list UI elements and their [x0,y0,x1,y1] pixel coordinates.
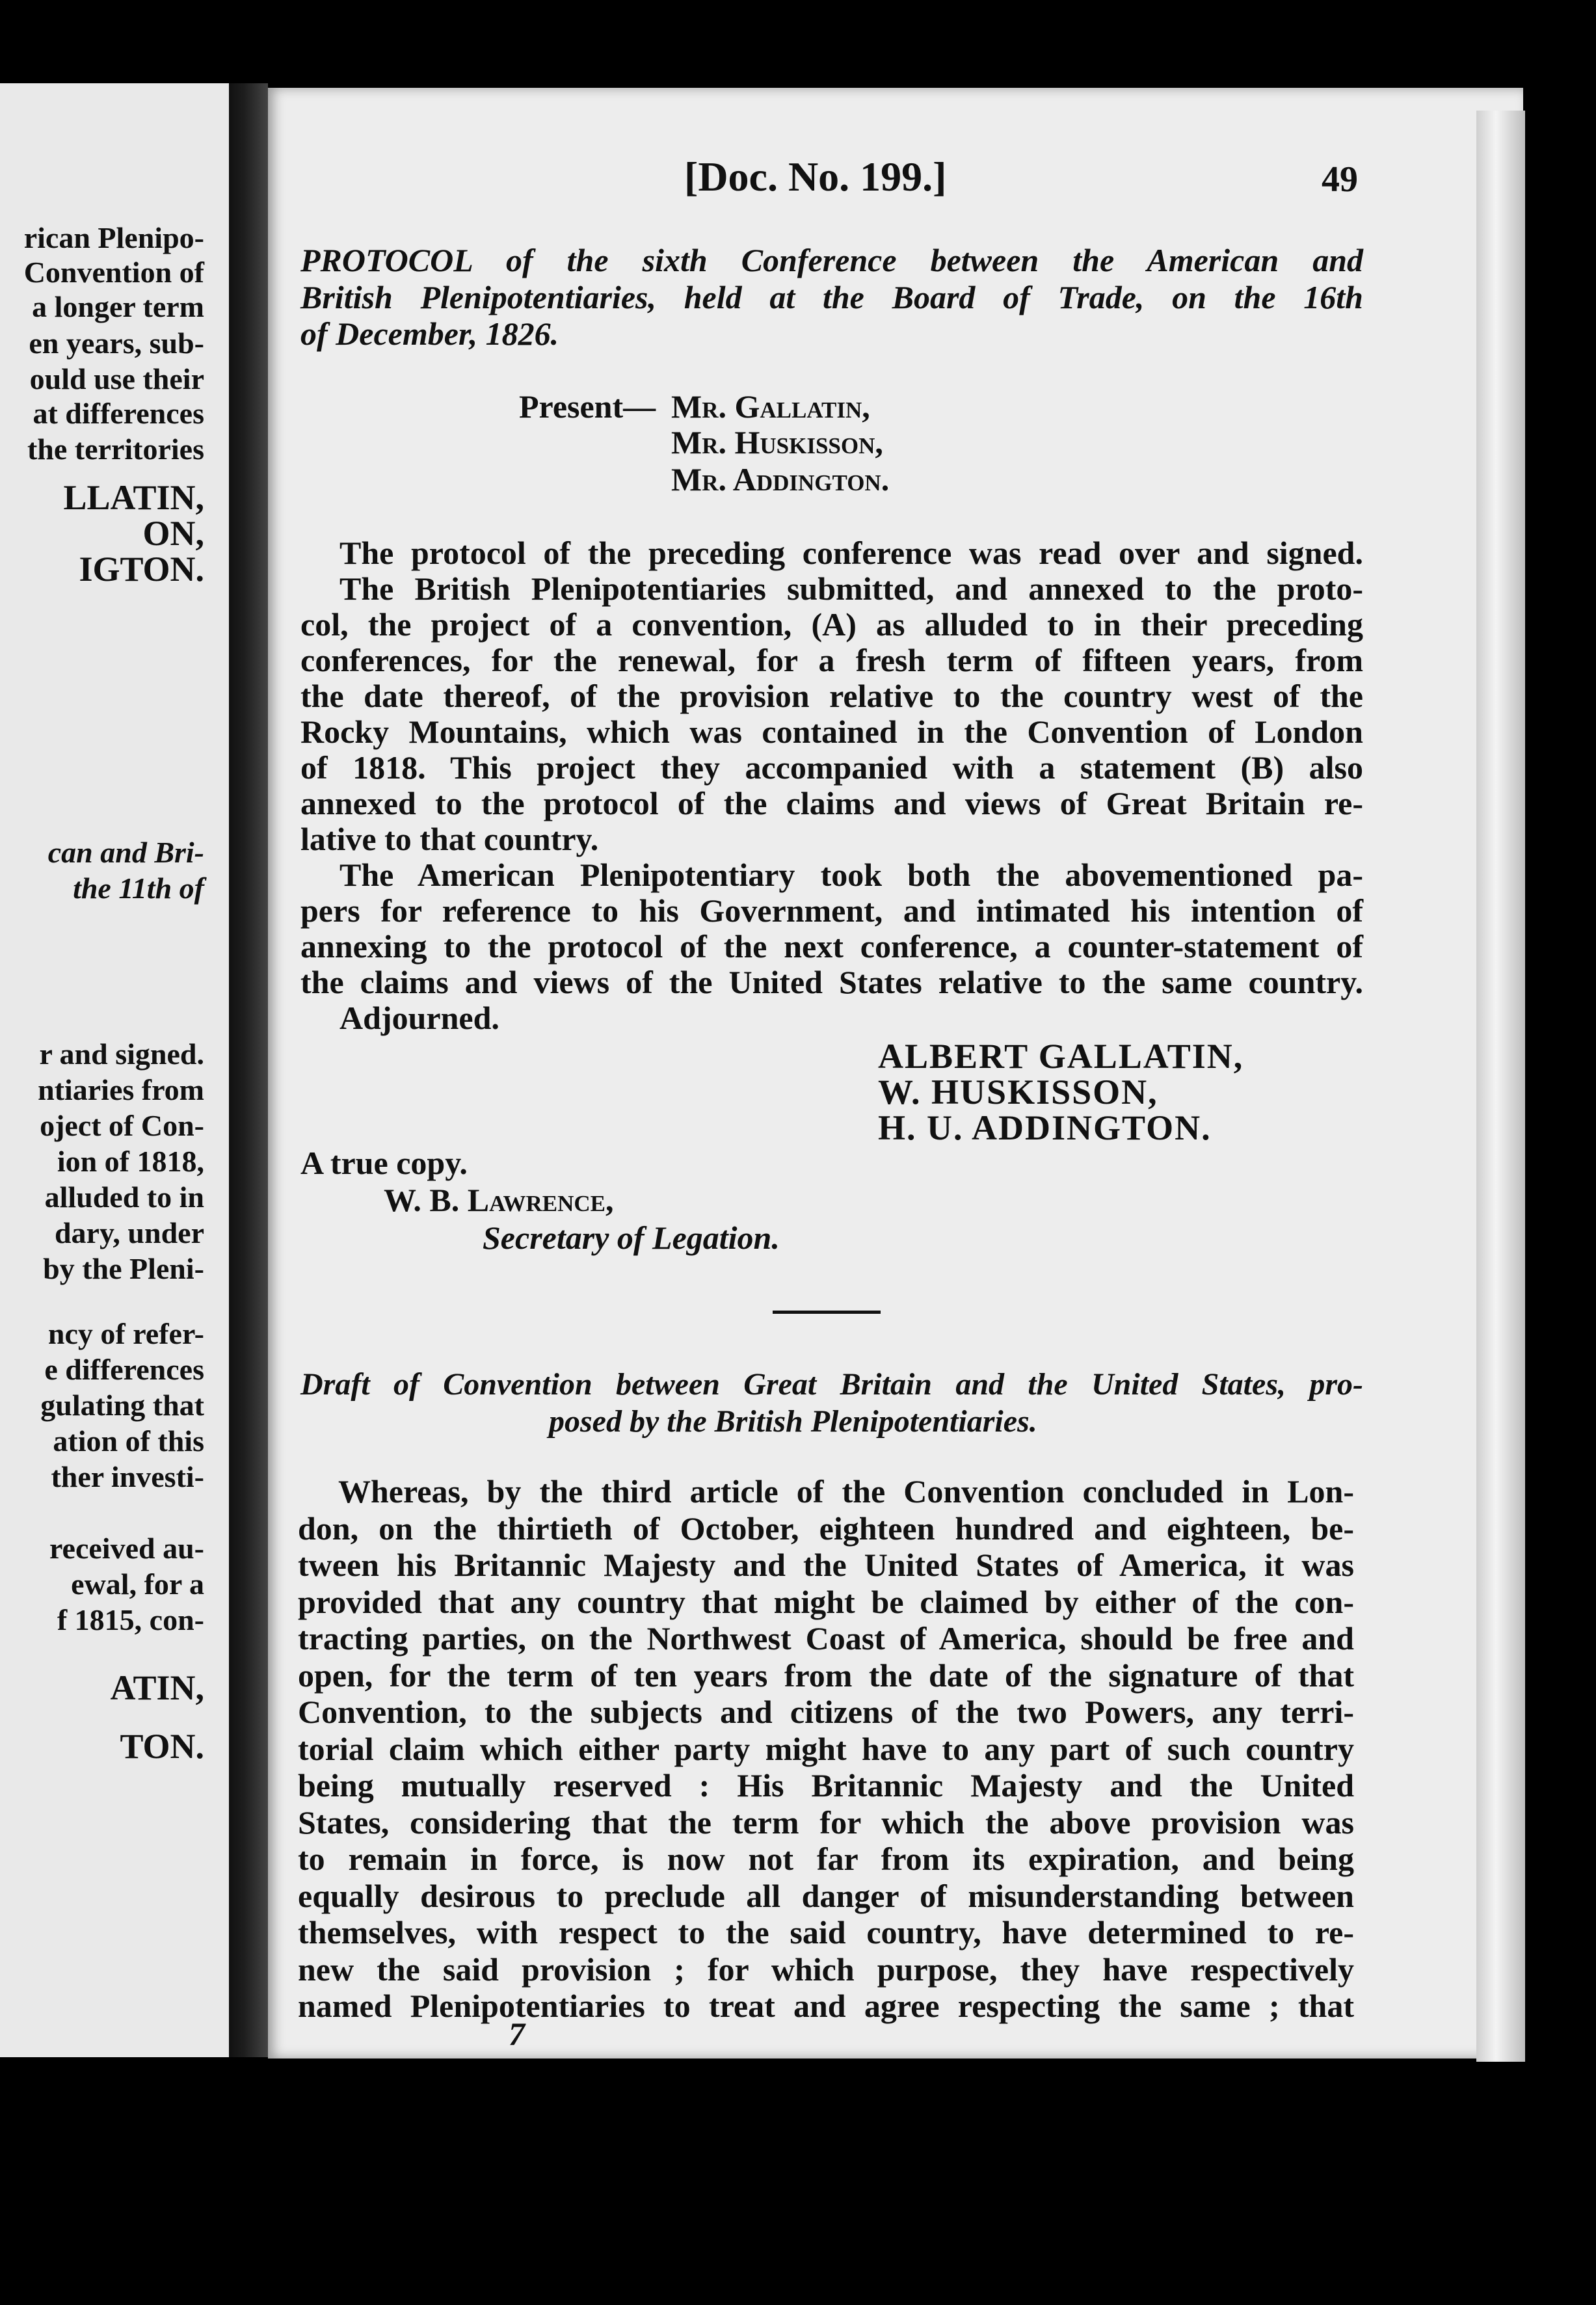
left-page-line: oject of Con- [40,1109,204,1142]
protocol-body-line: The American Plenipotentiary took both the abovementioned pa- [339,857,1363,893]
left-page-line: a longer term [32,290,204,323]
left-page-line: by the Pleni- [43,1252,204,1285]
left-page-line: ould use their [29,362,204,395]
protocol-body-line: annexing to the protocol of the next conference, a counter-statement of [300,928,1363,965]
left-page-line: TON. [120,1727,204,1766]
left-page-line: LLATIN, [63,478,204,517]
protocol-body-line: the claims and views of the United States relative to the same country. [300,964,1363,1000]
draft-body-line: to remain in force, is now not far from its expiration, and being [298,1841,1354,1877]
protocol-title-line: PROTOCOL of the sixth Conference between the American and [300,242,1363,278]
left-page-line: dary, under [54,1216,204,1249]
present-member: Mr. Addington. [671,461,890,498]
protocol-body-line: lative to that country. [300,821,599,857]
left-page-line: ntiaries from [38,1073,204,1106]
left-page-line: ther investi- [51,1460,204,1493]
present-label: Present— [519,388,656,425]
protocol-body-line: annexed to the protocol of the claims and views of Great Britain re- [300,785,1363,821]
protocol-body-line: pers for reference to his Government, and intimated his intention of [300,892,1363,929]
left-page-line: IGTON. [79,550,204,589]
left-page-line: Convention of [23,256,204,289]
left-page-line: ation of this [53,1424,204,1458]
protocol-body-line: Adjourned. [339,1000,499,1036]
signatory-name: ALBERT GALLATIN, [878,1037,1244,1076]
page-number: 49 [1322,159,1358,200]
protocol-body-line: Rocky Mountains, which was contained in the Convention of London [300,713,1363,750]
left-page-line: the 11th of [73,872,204,905]
draft-body-line: equally desirous to preclude all danger of misunderstanding between [298,1878,1354,1914]
protocol-body-line: The protocol of the preceding conference was read over and signed. [339,535,1363,571]
left-page-line: rican Plenipo- [23,221,204,254]
draft-body-line: open, for the term of ten years from the date of the signature of that [298,1657,1354,1694]
draft-body-line: provided that any country that might be claimed by either of the con- [298,1584,1354,1620]
draft-title-line: Draft of Convention between Great Britain and the United States, pro- [300,1367,1363,1402]
page-edge [1476,111,1525,2062]
protocol-body-line: the date thereof, of the provision relative to the country west of the [300,678,1363,714]
true-copy-line: A true copy. [300,1145,468,1181]
draft-body-line: named Plenipotentiaries to treat and agree respecting the same ; that [298,1988,1354,2024]
protocol-body-line: col, the project of a convention, (A) as alluded to in their preceding [300,606,1363,643]
left-page-line: at differences [33,397,204,430]
draft-body-line: torial claim which either party might have to any part of such country [298,1731,1354,1767]
signatory-name: W. HUSKISSON, [878,1073,1158,1112]
left-page-line: ATIN, [110,1668,204,1707]
left-page-line: ON, [142,514,204,553]
left-page-line: alluded to in [44,1180,204,1214]
left-page-line: can and Bri- [47,836,204,869]
draft-body-line: don, on the thirtieth of October, eighteen hundred and eighteen, be- [298,1510,1354,1547]
draft-title-line: posed by the British Plenipotentiaries. [549,1404,1037,1439]
book-gutter [229,83,268,2057]
protocol-title-line: British Plenipotentiaries, held at the Board of Trade, on the 16th [300,279,1363,315]
left-page-line: en years, sub- [29,326,204,360]
secretary-name: W. B. Lawrence, [384,1182,614,1218]
left-page-line: received au- [49,1532,204,1565]
draft-body-line: tween his Britannic Majesty and the United States of America, it was [298,1547,1354,1583]
left-page-line: e differences [44,1353,204,1386]
draft-body-line: Convention, to the subjects and citizens of the two Powers, any terri- [298,1694,1354,1730]
present-member: Mr. Gallatin, [671,388,870,425]
left-page-line: f 1815, con- [57,1603,204,1636]
protocol-body-line: conferences, for the renewal, for a fresh term of fifteen years, from [300,642,1363,678]
draft-body-line: being mutually reserved : His Britannic Majesty and the United [298,1767,1354,1804]
draft-body-line: tracting parties, on the Northwest Coast of America, should be free and [298,1620,1354,1657]
left-page-line: ewal, for a [71,1567,204,1601]
protocol-body-line: of 1818. This project they accompanied with a statement (B) also [300,749,1363,786]
doc-reference: [Doc. No. 199.] [684,153,947,200]
signature-mark: 7 [509,2016,525,2052]
protocol-body-line: The British Plenipotentiaries submitted, and annexed to the proto- [339,570,1363,607]
draft-body-line: States, considering that the term for which the above provision was [298,1804,1354,1841]
left-page-line: the territories [27,433,204,466]
section-divider [773,1311,881,1314]
draft-body-line: themselves, with respect to the said country, have determined to re- [298,1914,1354,1951]
left-page-line: r and signed. [39,1037,204,1071]
left-page-line: ncy of refer- [47,1317,204,1350]
present-member: Mr. Huskisson, [671,424,883,460]
secretary-title: Secretary of Legation. [483,1219,780,1256]
left-page-line: gulating that [40,1389,204,1422]
draft-body-line: Whereas, by the third article of the Convention concluded in Lon- [338,1473,1354,1510]
protocol-title-line: of December, 1826. [300,315,559,352]
left-page-line: ion of 1818, [57,1145,204,1178]
draft-body-line: new the said provision ; for which purpose, they have respectively [298,1951,1354,1988]
signatory-name: H. U. ADDINGTON. [878,1108,1212,1147]
left-facing-page [0,83,229,2057]
